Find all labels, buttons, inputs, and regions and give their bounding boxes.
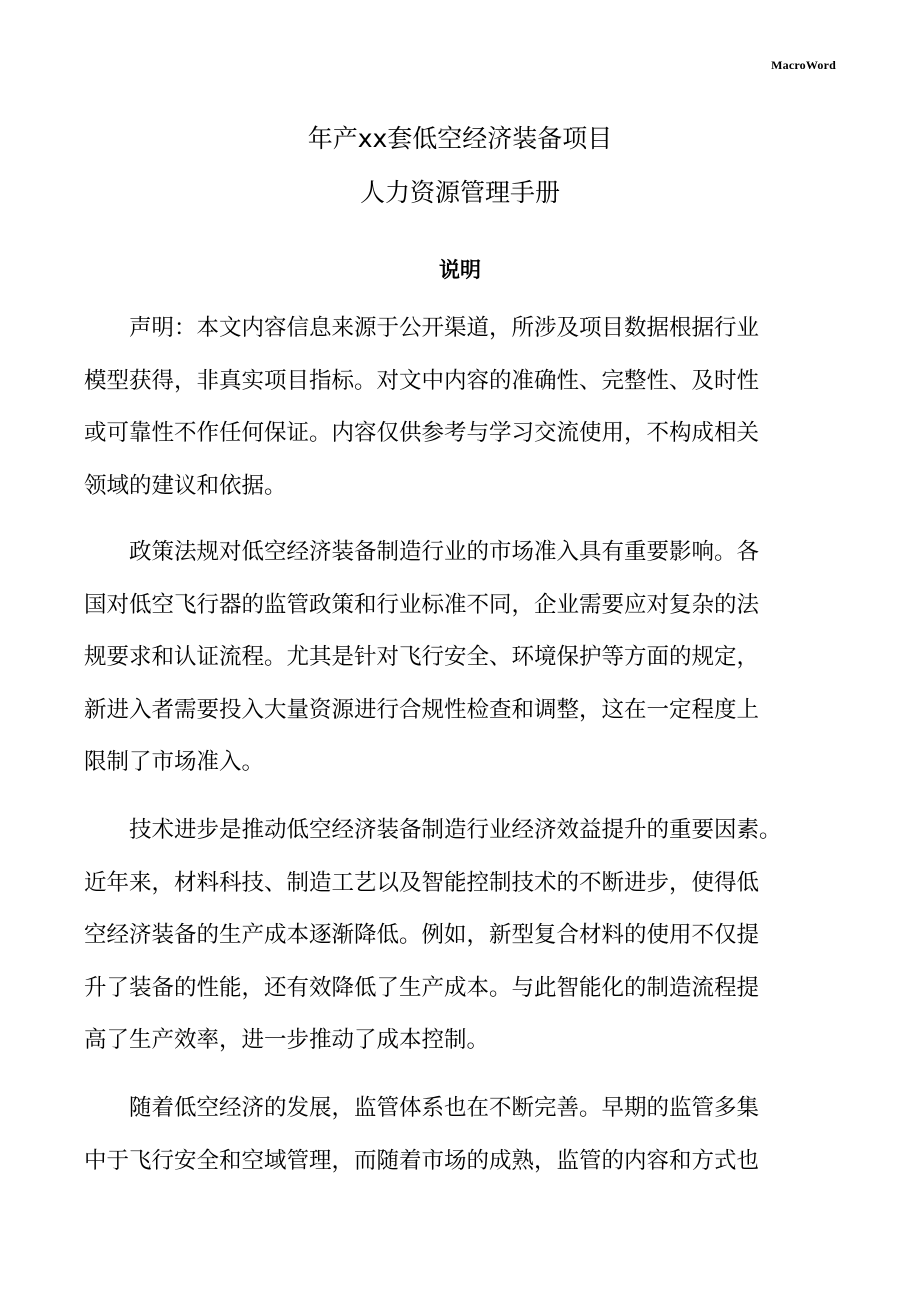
paragraph-disclaimer	[84, 302, 829, 512]
paragraph-line: 升了装备的性能，还有效降低了生产成本。与此智能化的制造流程提	[84, 974, 760, 1001]
paragraph-technology	[84, 804, 829, 1067]
paragraph-line: 中于飞行安全和空域管理，而随着市场的成熟，监管的内容和方式也	[84, 1147, 760, 1174]
document-title-line-2: 人力资源管理手册	[359, 178, 560, 207]
paragraph-line: 新进入者需要投入大量资源进行合规性检查和调整，这在一定程度上	[84, 696, 760, 723]
paragraph-line: 领域的建议和依据。	[84, 472, 287, 499]
paragraph-line: 或可靠性不作任何保证。内容仅供参考与学习交流使用，不构成相关	[84, 420, 760, 446]
header-brand: MacroWord	[771, 58, 836, 72]
paragraph-line: 随着低空经济的发展，监管体系也在不断完善。早期的监管多集	[129, 1095, 760, 1121]
paragraph-line: 近年来，材料科技、制造工艺以及智能控制技术的不断进步，使得低	[84, 869, 760, 896]
paragraph-policy	[84, 526, 829, 789]
document-title-line-1: 年产xx套低空经济装备项目	[307, 124, 613, 153]
paragraph-regulation	[84, 1082, 829, 1187]
paragraph-line: 声明：本文内容信息来源于公开渠道，所涉及项目数据根据行业	[129, 315, 760, 341]
paragraph-line: 空经济装备的生产成本逐渐降低。例如，新型复合材料的使用不仅提	[84, 922, 760, 948]
paragraph-line: 模型获得，非真实项目指标。对文中内容的准确性、完整性、及时性	[84, 367, 760, 394]
paragraph-line: 国对低空飞行器的监管政策和行业标准不同，企业需要应对复杂的法	[84, 591, 760, 618]
section-heading: 说明	[439, 258, 481, 282]
paragraph-line: 技术进步是推动低空经济装备制造行业经济效益提升的重要因素。	[129, 817, 782, 843]
paragraph-line: 限制了市场准入。	[84, 749, 265, 775]
paragraph-line: 政策法规对低空经济装备制造行业的市场准入具有重要影响。各	[129, 539, 760, 565]
paragraph-line: 高了生产效率，进一步推动了成本控制。	[84, 1027, 490, 1053]
paragraph-line: 规要求和认证流程。尤其是针对飞行安全、环境保护等方面的规定，	[84, 644, 760, 670]
